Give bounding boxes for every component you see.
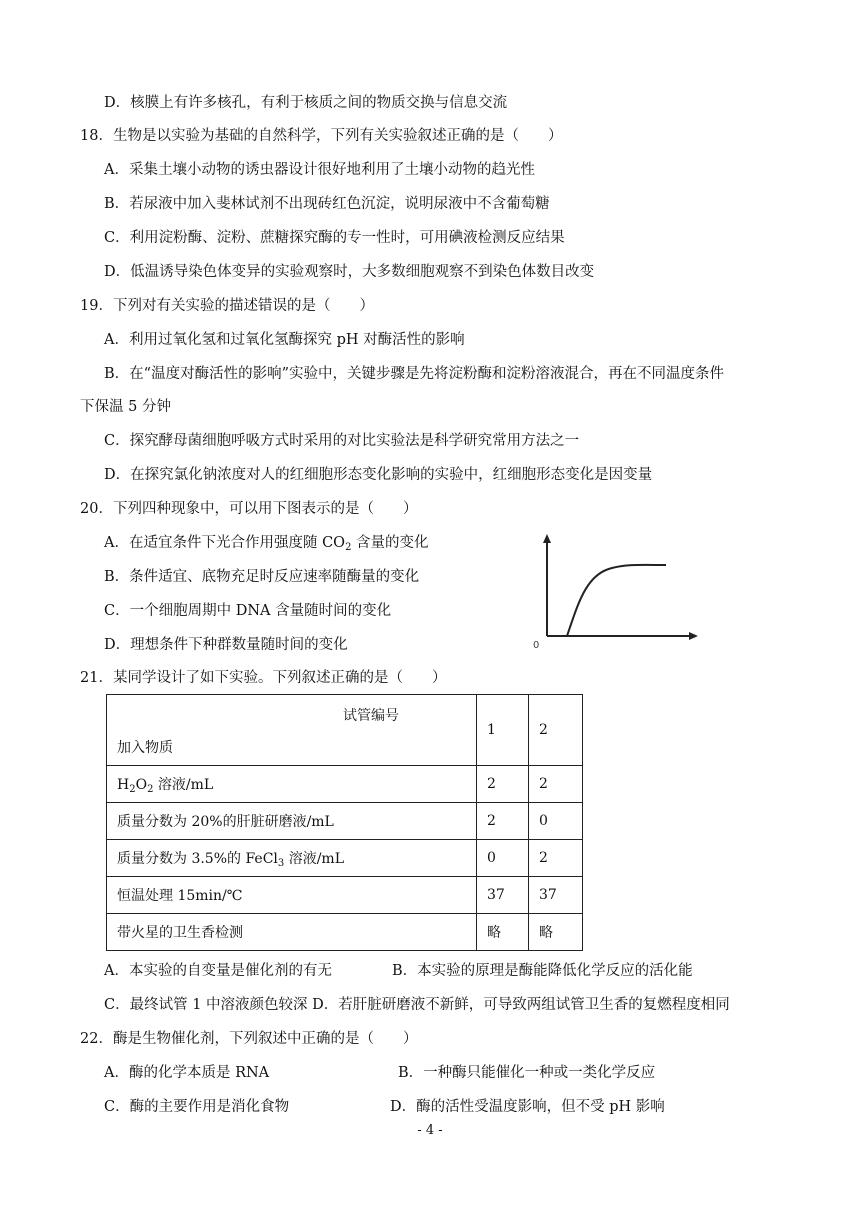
q20a-subscript: 2: [345, 542, 352, 553]
q20-option-b: B．条件适宜、底物充足时反应速率随酶量的变化: [104, 569, 420, 585]
h2o2-sub2: 2: [147, 784, 154, 795]
q21-option-a: A．本实验的自变量是催化剂的有无: [104, 963, 332, 979]
q18-option-d: D．低温诱导染色体变异的实验观察时，大多数细胞观察不到染色体数目改变: [104, 264, 595, 280]
graph-curve: [567, 565, 666, 636]
table-row: [107, 803, 583, 840]
table-row: [107, 914, 583, 951]
row-label: [107, 840, 477, 877]
cell-tube-1: 2: [477, 803, 529, 840]
q19-option-b: B．在“温度对酶活性的影响”实验中，关键步骤是先将淀粉酶和淀粉溶液混合，再在不同温度条件: [104, 366, 724, 382]
q17-option-d: D．核膜上有许多核孔，有利于核质之间的物质交换与信息交流: [104, 95, 508, 111]
q20a-text-end: 含量的变化: [351, 535, 429, 551]
header-tube-number: 试管编号: [343, 708, 399, 724]
q20-graph: [530, 532, 706, 656]
cell-tube-2: 2: [529, 766, 583, 803]
row-label: 带火星的卫生香检测: [107, 914, 477, 951]
question-18: 18．生物是以实验为基础的自然科学，下列有关实验叙述正确的是（ ）: [80, 128, 563, 144]
experiment-table: [106, 694, 583, 951]
table-row: [107, 840, 583, 877]
row-label: [107, 766, 477, 803]
fecl-unit: 溶液/mL: [284, 851, 345, 867]
q19-option-c: C．探究酵母菌细胞呼吸方式时采用的对比实验法是科学研究常用方法之一: [104, 433, 580, 449]
q22-option-b: B．一种酶只能催化一种或一类化学反应: [398, 1065, 656, 1081]
cell-tube-2: 略: [529, 914, 583, 951]
question-21: 21．某同学设计了如下实验。下列叙述正确的是（ ）: [80, 670, 447, 686]
q18-option-a: A．采集土壤小动物的诱虫器设计很好地利用了土壤小动物的趋光性: [104, 162, 535, 178]
table-row: [107, 766, 583, 803]
question-22: 22．酶是生物催化剂，下列叙述中正确的是（ ）: [80, 1031, 418, 1047]
q21-option-b: B．本实验的原理是酶能降低化学反应的活化能: [392, 963, 693, 979]
header-added-substance: 加入物质: [117, 740, 173, 756]
q19-option-b-continued: 下保温 5 分钟: [80, 399, 171, 415]
h2o2-sub1: 2: [129, 784, 136, 795]
q19-option-a: A．利用过氧化氢和过氧化氢酶探究 pH 对酶活性的影响: [104, 332, 465, 348]
q19-option-d: D．在探究氯化钠浓度对人的红细胞形态变化影响的实验中，红细胞形态变化是因变量: [104, 467, 653, 483]
fecl-text: 质量分数为 3.5%的 FeCl: [117, 851, 278, 867]
cell-tube-2: 2: [529, 840, 583, 877]
row-label: 恒温处理 15min/℃: [107, 877, 477, 914]
h2o2-h: H: [117, 777, 130, 793]
cell-tube-1: 37: [477, 877, 529, 914]
table-row: [107, 877, 583, 914]
header-tube-1: 1: [477, 695, 529, 766]
h2o2-o: O: [135, 777, 148, 793]
table-header-diagonal-cell: [107, 695, 477, 766]
cell-tube-1: 2: [477, 766, 529, 803]
graph-y-arrow: [543, 534, 551, 543]
question-19: 19．下列对有关实验的描述错误的是（ ）: [80, 298, 374, 314]
table-header-row: [107, 695, 583, 766]
page-number: - 4 -: [417, 1123, 443, 1138]
graph-x-arrow: [689, 632, 698, 640]
q20-option-d: D．理想条件下种群数量随时间的变化: [104, 637, 348, 653]
cell-tube-2: 37: [529, 877, 583, 914]
q22-option-a: A．酶的化学本质是 RNA: [104, 1065, 270, 1081]
q20a-text: A．在适宜条件下光合作用强度随 CO: [104, 535, 346, 551]
q18-option-b: B．若尿液中加入斐林试剂不出现砖红色沉淀，说明尿液中不含葡萄糖: [104, 196, 550, 212]
q20-option-c: C．一个细胞周期中 DNA 含量随时间的变化: [104, 603, 392, 619]
h2o2-unit: 溶液/mL: [153, 777, 214, 793]
q22-option-d: D．酶的活性受温度影响，但不受 pH 影响: [390, 1099, 665, 1115]
fecl-sub: 3: [277, 858, 285, 869]
header-tube-2: 2: [529, 695, 583, 766]
q20-option-a: [104, 533, 429, 553]
q18-option-c: C．利用淀粉酶、淀粉、蔗糖探究酶的专一性时，可用碘液检测反应结果: [104, 230, 565, 246]
cell-tube-1: 0: [477, 840, 529, 877]
q21-option-c-d: C．最终试管 1 中溶液颜色较深 D．若肝脏研磨液不新鲜，可导致两组试管卫生香的复燃程度相同: [104, 997, 730, 1013]
question-20: 20．下列四种现象中，可以用下图表示的是（ ）: [80, 501, 418, 517]
graph-origin-label: 0: [533, 640, 540, 651]
row-label: 质量分数为 20%的肝脏研磨液/mL: [107, 803, 477, 840]
cell-tube-1: 略: [477, 914, 529, 951]
q22-option-c: C．酶的主要作用是消化食物: [104, 1099, 290, 1115]
cell-tube-2: 0: [529, 803, 583, 840]
